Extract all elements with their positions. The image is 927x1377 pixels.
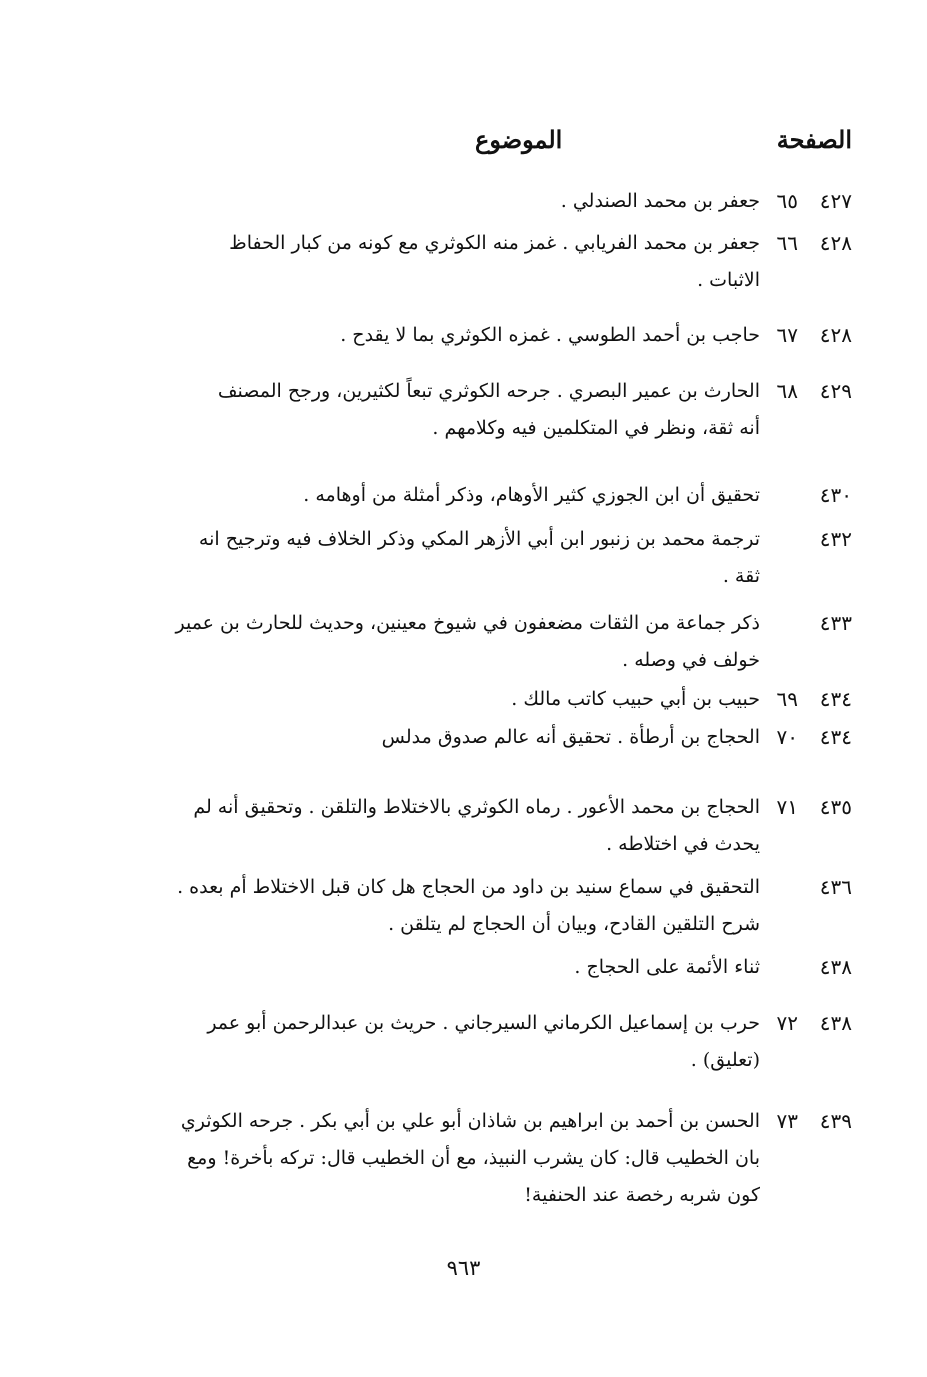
entry-topic — [160, 317, 760, 354]
topic-column-heading: الموضوع — [475, 125, 563, 154]
entry-topic-line: يحدث في اختلاطه . — [606, 833, 760, 855]
entry-topic-line: الحجاج بن محمد الأعور . رماه الكوثري بالاختلاط والتلقن . وتحقيق أنه لم — [193, 796, 760, 818]
entry-topic-line: كون شربه رخصة عند الحنفية! — [524, 1184, 760, 1206]
entry-page-number: ٤٢٨ — [819, 323, 852, 347]
index-entry — [162, 1005, 852, 1071]
entry-topic-line: الحسن بن أحمد بن ابراهيم بن شاذان أبو علي بن أبي بكر . جرحه الكوثري — [180, 1110, 760, 1132]
entry-topic — [160, 719, 760, 756]
entry-topic — [160, 183, 760, 220]
entry-topic — [160, 949, 760, 986]
entry-page-number: ٤٢٨ — [819, 231, 852, 255]
entry-page-number: ٤٣٩ — [819, 1109, 852, 1133]
index-entry — [162, 1103, 852, 1206]
entry-serial-number: ٦٧ — [776, 323, 798, 347]
entry-serial-number: ٦٨ — [776, 379, 798, 403]
entry-page-number: ٤٣٤ — [819, 687, 852, 711]
index-entry — [162, 317, 852, 357]
entry-topic — [160, 605, 760, 679]
entry-topic-line: الحجاج بن أرطأة . تحقيق أنه عالم صدوق مدلس — [381, 726, 760, 748]
entry-serial-number: ٧٣ — [776, 1109, 798, 1133]
entry-topic-line: ذكر جماعة من الثقات مضعفون في شيوخ معينين، وحديث للحارث بن عمير — [175, 612, 760, 634]
index-entry — [162, 373, 852, 439]
entry-serial-number: ٧١ — [776, 795, 798, 819]
entry-serial-number: ٧٠ — [776, 725, 798, 749]
entry-page-number: ٤٣٦ — [819, 875, 852, 899]
index-entry — [162, 719, 852, 759]
entry-serial-number: ٦٦ — [776, 231, 798, 255]
page-column-heading: الصفحة — [776, 125, 852, 154]
entry-topic-line: تحقيق أن ابن الجوزي كثير الأوهام، وذكر أمثلة من أوهامه . — [303, 484, 760, 506]
entry-topic-line: جعفر بن محمد الصندلي . — [560, 190, 760, 212]
entry-topic-line: حرب بن إسماعيل الكرماني السيرجاني . حريث بن عبدالرحمن أبو عمر — [207, 1012, 760, 1034]
entry-topic-line: خولف في وصله . — [622, 649, 760, 671]
entry-topic-line: (تعليق) . — [690, 1049, 760, 1071]
entry-topic — [160, 1005, 760, 1079]
page-number: ٩٦٣ — [446, 1256, 481, 1280]
entry-topic — [160, 1103, 760, 1214]
entry-topic-line: الاثبات . — [697, 269, 760, 291]
entry-topic — [160, 521, 760, 595]
entry-topic — [160, 373, 760, 447]
entry-page-number: ٤٣٤ — [819, 725, 852, 749]
entry-page-number: ٤٢٧ — [819, 189, 852, 213]
entry-topic-line: بان الخطيب قال: كان يشرب النبيذ، مع أن الخطيب قال: تركه بأخرة! ومع — [187, 1147, 760, 1169]
entry-page-number: ٤٣٨ — [819, 1011, 852, 1035]
entry-page-number: ٤٣٠ — [819, 483, 852, 507]
entry-page-number: ٤٢٩ — [819, 379, 852, 403]
entry-topic-line: جعفر بن محمد الفريابي . غمز منه الكوثري مع كونه من كبار الحفاظ — [229, 232, 760, 254]
index-entry — [162, 869, 852, 935]
entry-serial-number: ٦٩ — [776, 687, 798, 711]
index-entry — [162, 605, 852, 671]
entry-page-number: ٤٣٢ — [819, 527, 852, 551]
entry-serial-number: ٧٢ — [776, 1011, 798, 1035]
entry-page-number: ٤٣٣ — [819, 611, 852, 635]
index-entry — [162, 949, 852, 989]
entry-topic-line: الحارث بن عمير البصري . جرحه الكوثري تبعاً لكثيرين، ورجح المصنف — [217, 380, 760, 402]
entry-topic-line: التحقيق في سماع سنيد بن داود من الحجاج هل كان قبل الاختلاط أم بعده . — [177, 876, 760, 898]
entry-topic — [160, 869, 760, 943]
entry-topic — [160, 477, 760, 514]
entry-topic-line: شرح التلقين القادح، وبيان أن الحجاج لم يتلقن . — [388, 913, 760, 935]
index-entry — [162, 183, 852, 223]
entry-page-number: ٤٣٥ — [819, 795, 852, 819]
index-entry — [162, 789, 852, 855]
entry-topic-line: حبيب بن أبي حبيب كاتب مالك . — [511, 688, 760, 710]
entry-topic — [160, 681, 760, 718]
entry-page-number: ٤٣٨ — [819, 955, 852, 979]
entry-topic — [160, 225, 760, 299]
index-entry — [162, 521, 852, 587]
index-entry — [162, 681, 852, 721]
entry-topic-line: ثناء الأئمة على الحجاج . — [574, 956, 760, 978]
entry-topic-line: حاجب بن أحمد الطوسي . غمزه الكوثري بما لا يقدح . — [340, 324, 760, 346]
entry-topic-line: ثقة . — [722, 565, 760, 587]
entry-topic-line: أنه ثقة، ونظر في المتكلمين فيه وكلامهم . — [432, 417, 760, 439]
index-entry — [162, 225, 852, 291]
entry-topic — [160, 789, 760, 863]
entry-serial-number: ٦٥ — [776, 189, 798, 213]
entry-topic-line: ترجمة محمد بن زنبور ابن أبي الأزهر المكي وذكر الخلاف فيه وترجيح انه — [198, 528, 760, 550]
index-entry — [162, 477, 852, 517]
